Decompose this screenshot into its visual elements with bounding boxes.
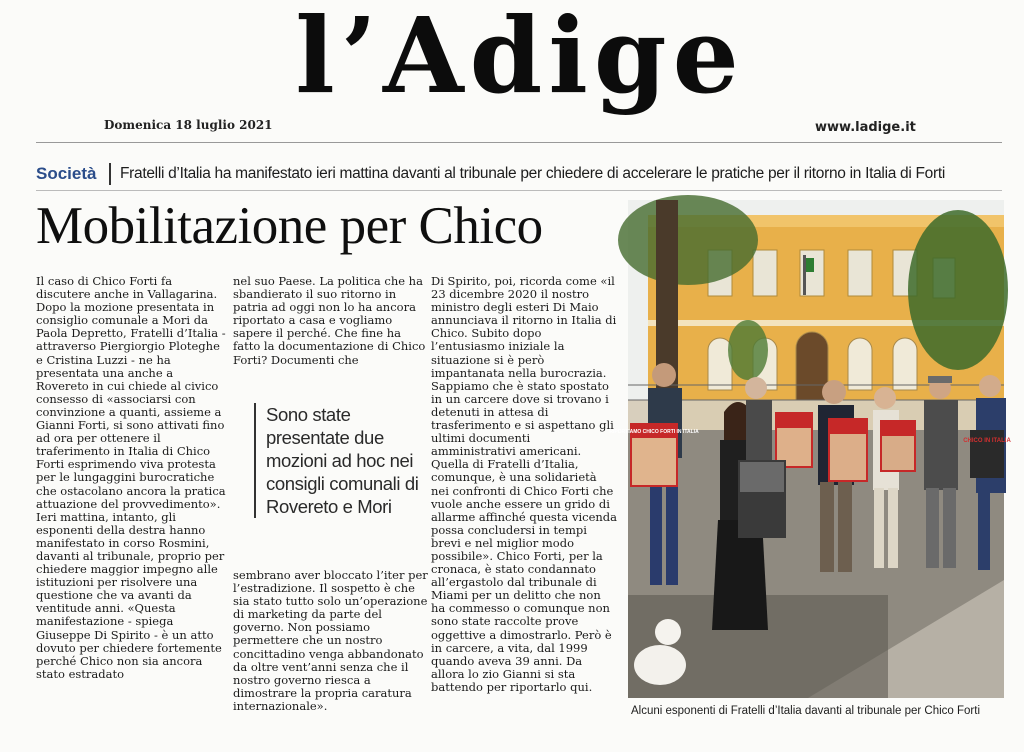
article-column-2-top: nel suo Paese. La politica che ha sbandierato il suo ritorno in patria ad oggi non lo ha ancora riportato a casa e vogliamo sapere il perché. Che fine ha fatto la documentazione di Chico Forti? Documenti che: [233, 274, 426, 367]
pull-quote: Sono state presentate due mozioni ad hoc nei consigli comunali di Rovereto e Mori: [254, 403, 436, 518]
section-divider: [36, 190, 1002, 191]
section-separator: [109, 163, 111, 185]
masthead: [0, 0, 1024, 135]
section-description: Fratelli d’Italia ha manifestato ieri mattina davanti al tribunale per chiedere di accelerare le pratiche per il ritorno in Italia di Forti: [120, 165, 946, 182]
article-column-1: Il caso di Chico Forti fa discutere anche in Vallagarina. Dopo la mozione presentata in consiglio comunale a Mori da Paola Depretto, Fratelli d’Italia - attraverso Piergiorgio Ploteghe e Cristina Luzzi - ne ha presentata una anche a Rovereto in cui chiede al civico consesso di «associarsi con convinzione a quanti, assieme a Gianni Forti, si sono attivati fino ad ora per ottenere il traferimento in Italia di Chico Forti esprimendo viva protesta per le lungaggini burocratiche che ostacolano ancora la pratica attuazione del provvedimento». Ieri mattina, intanto, gli esponenti della destra hanno manifestato in corso Rosmini, davanti al tribunale, proprio per chiedere maggior impegno alle istituzioni per risolvere una questione che va avanti da ventitude anni. «Questa manifestazione - spiega Giuseppe Di Spirito - è un atto dovuto per chiedere fortemente perché Chico non sia ancora stato estradato: [36, 274, 226, 681]
photo-caption: Alcuni esponenti di Fratelli d’Italia davanti al tribunale per Chico Forti: [631, 705, 981, 717]
section-label: Società: [36, 164, 97, 183]
masthead-date: Domenica 18 luglio 2021: [104, 118, 273, 132]
protest-photo-illustration: [609, 200, 1011, 698]
masthead-url[interactable]: www.ladige.it: [815, 120, 916, 135]
masthead-title: l’Adige: [295, 0, 745, 117]
section-bar: [36, 160, 1002, 188]
sign-text-short: CHICO IN ITALIA: [963, 438, 1011, 444]
article-column-2-bottom: sembrano aver bloccato l’iter per l’estradizione. Il sospetto è che sia stato tutto solo un’operazione di marketing da parte del governo. Non possiamo permettere che un nostro concittadino venga abbandonato da oltre vent’anni senza che il nostro governo riesca a dimostrare la propria caratura internazionale».: [233, 568, 428, 713]
article-photo: [609, 200, 1011, 698]
sign-text-top: RIPORTIAMO CHICO FORTI IN ITALIA: [609, 429, 699, 435]
article-headline: Mobilitazione per Chico: [36, 197, 543, 255]
top-divider: [36, 142, 1002, 143]
article-column-3: Di Spirito, poi, ricorda come «il 23 dicembre 2020 il nostro ministro degli esteri Di Maio annunciava il ritorno in Italia di Chico. Subito dopo l’entusiasmo iniziale la situazione si è però impantanata nella burocrazia. Sappiamo che è stato spostato in un carcere dove si trovano i detenuti in attesa di trasferimento e si aspettano gli ultimi documenti amministrativi americani. Quella di Fratelli d’Italia, comunque, è una solidarietà nei confronti di Chico Forti che vuole anche essere un grido di allarme affinché questa vicenda possa concludersi in tempi brevi e nel miglior modo possibile». Chico Forti, per la cronaca, è stato condannato all’ergastolo dal tribunale di Miami per un delitto che non ha commesso o comunque non sono state raccolte prove oggettive a dimostrarlo. Però è in carcere, a vita, dal 1999 quando aveva 39 anni. Da allora lo zio Gianni si sta battendo per riportarlo qui.: [431, 274, 618, 694]
